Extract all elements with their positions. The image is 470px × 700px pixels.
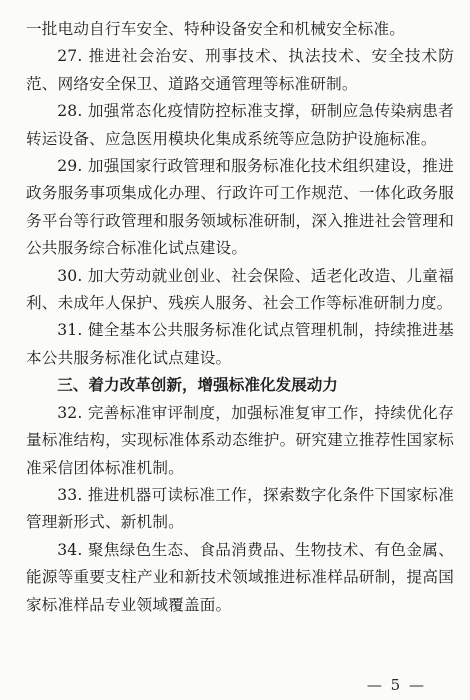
section-heading: 三、着力改革创新，增强标准化发展动力 <box>57 376 338 395</box>
document-page <box>26 16 454 619</box>
paragraph-29: 29. 加强国家行政管理和服务标准化技术组织建设，推进政务服务事项集成化办理、行政许可工作规范、一体化政务服务平台等行政管理和服务领域标准研制，深入推进社会管理和公共服务综合标准化试点建设。 <box>26 157 454 258</box>
paragraph-28: 28. 加强常态化疫情防控标准支撑，研制应急传染病患者转运设备、应急医用模块化集成系统等应急防护设施标准。 <box>26 102 454 148</box>
paragraph-continued: 一批电动自行车安全、特种设备安全和机械安全标准。 <box>26 20 406 38</box>
paragraph-30: 30. 加大劳动就业创业、社会保险、适老化改造、儿童福利、未成年人保护、残疾人服务、社会工作等标准研制力度。 <box>26 266 454 313</box>
paragraph-27: 27. 推进社会治安、刑事技术、执法技术、安全技术防范、网络安全保卫、道路交通管理等标准研制。 <box>26 47 454 93</box>
page-number: — 5 — <box>366 676 426 694</box>
paragraph-32: 32. 完善标准审评制度，加强标准复审工作，持续优化存量标准结构，实现标准体系动态维护。研究建立推荐性国家标准采信团体标准机制。 <box>26 403 454 477</box>
paragraph-33: 33. 推进机器可读标准工作，探索数字化条件下国家标准管理新形式、新机制。 <box>26 485 454 532</box>
paragraph-31: 31. 健全基本公共服务标准化试点管理机制，持续推进基本公共服务标准化试点建设。 <box>26 321 454 367</box>
paragraph-34: 34. 聚焦绿色生态、食品消费品、生物技术、有色金属、能源等重要支柱产业和新技术领域推进标准样品研制，提高国家标准样品专业领域覆盖面。 <box>26 540 454 614</box>
